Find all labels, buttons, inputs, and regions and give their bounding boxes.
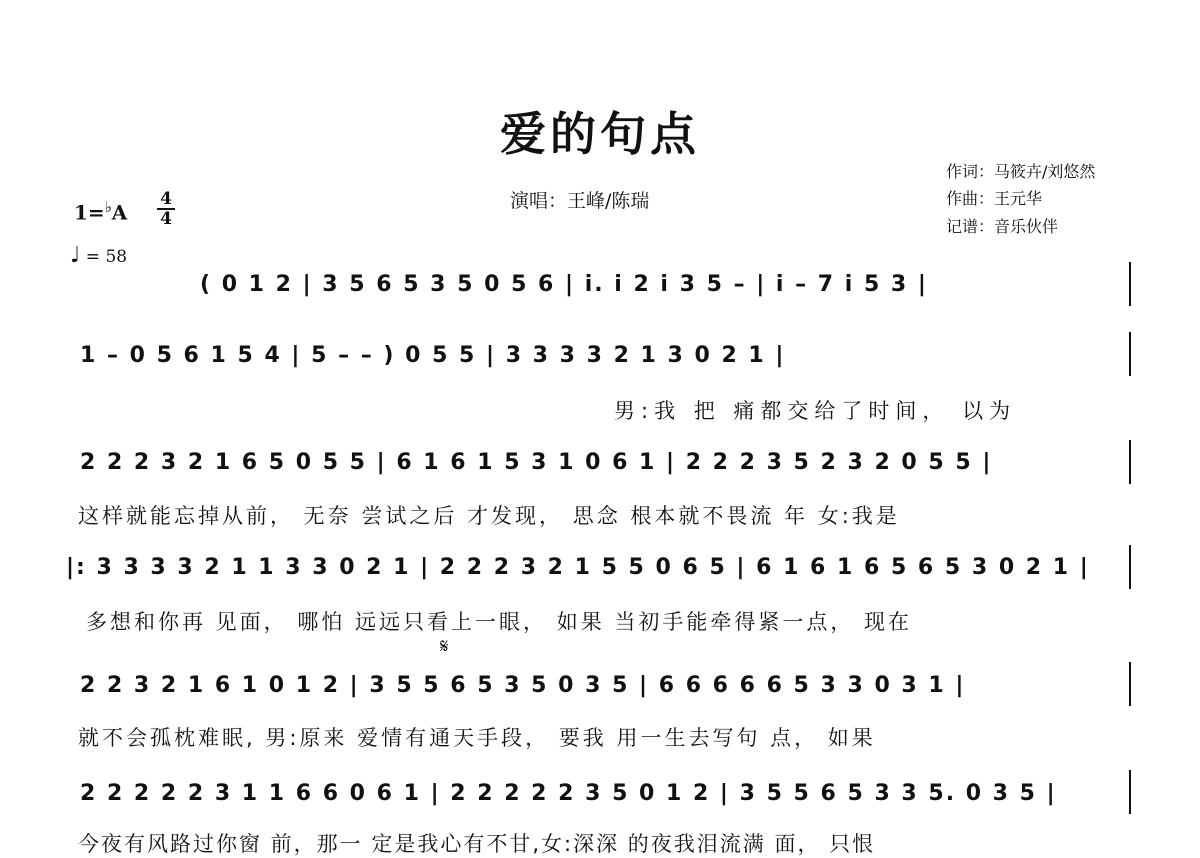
- time-bottom: 4: [160, 209, 172, 229]
- lyric-row-4: 多想和你再 见面， 哪怕 远远只看上一眼， 如果 当初手能牵得紧一点， 现在: [86, 610, 913, 634]
- lyric-row-3: 这样就能忘掉从前， 无奈 尝试之后 才发现， 思念 根本就不畏流 年 女:我是: [78, 504, 900, 528]
- notation-row-3: 2 2 2 3 2 1 6 5 0 5 5 | 6 1 6 1 5 3 1 0 6 1 | 2 2 2 3 5 2 3 2 0 5 5 |: [80, 450, 993, 475]
- time-top: 4: [160, 189, 172, 209]
- transcriber-credit: 记谱：音乐伙伴: [946, 217, 1059, 236]
- notation-row-5: 2 2 3 2 1 6 1 0 1 2 | 3 5 5 6 5 3 5 0 3 5 | 6 6 6 6 6 5 3 3 0 3 1 |: [80, 673, 966, 698]
- segno-sign: 𝄋: [440, 634, 449, 658]
- composer-credit: 作曲：王元华: [946, 189, 1043, 208]
- singer-credit: 演唱：王峰/陈瑞: [510, 190, 650, 212]
- notation-row-1: ( 0 1 2 | 3 5 6 5 3 5 0 5 6 | i. i 2 i 3 5 – | i – 7 i 5 3 |: [200, 272, 928, 297]
- lyric-row-2: 男:我 把 痛都交给了时间， 以为: [614, 399, 1017, 423]
- notation-row-6: 2 2 2 2 2 3 1 1 6 6 0 6 1 | 2 2 2 2 2 3 5 0 1 2 | 3 5 5 6 5 3 3 5. 0 3 5 |: [80, 781, 1057, 806]
- key-prefix: 1=: [74, 200, 105, 225]
- notation-row-4: |: 3 3 3 3 2 1 1 3 3 0 2 1 | 2 2 2 3 2 1 5 5 0 6 5 | 6 1 6 1 6 5 6 5 3 0 2 1 |: [66, 555, 1090, 580]
- lyric-row-6: 今夜有风路过你窗 前，那一 定是我心有不甘,女:深深 的夜我泪流满 面， 只恨: [78, 832, 876, 856]
- tempo-value: = 58: [85, 247, 128, 267]
- lyricist-credit: 作词：马筱卉/刘悠然: [946, 162, 1096, 181]
- quarter-note-icon: ♩: [70, 243, 81, 268]
- notation-row-2: 1 – 0 5 6 1 5 4 | 5 – – ) 0 5 5 | 3 3 3 3 2 1 3 0 2 1 |: [80, 343, 786, 368]
- flat-symbol: ♭: [104, 198, 112, 216]
- key-note: A: [111, 200, 128, 225]
- song-title: 爱的句点: [500, 107, 700, 161]
- lyric-row-5: 就不会孤枕难眠, 男:原来 爱情有通天手段， 要我 用一生去写句 点， 如果: [78, 726, 876, 750]
